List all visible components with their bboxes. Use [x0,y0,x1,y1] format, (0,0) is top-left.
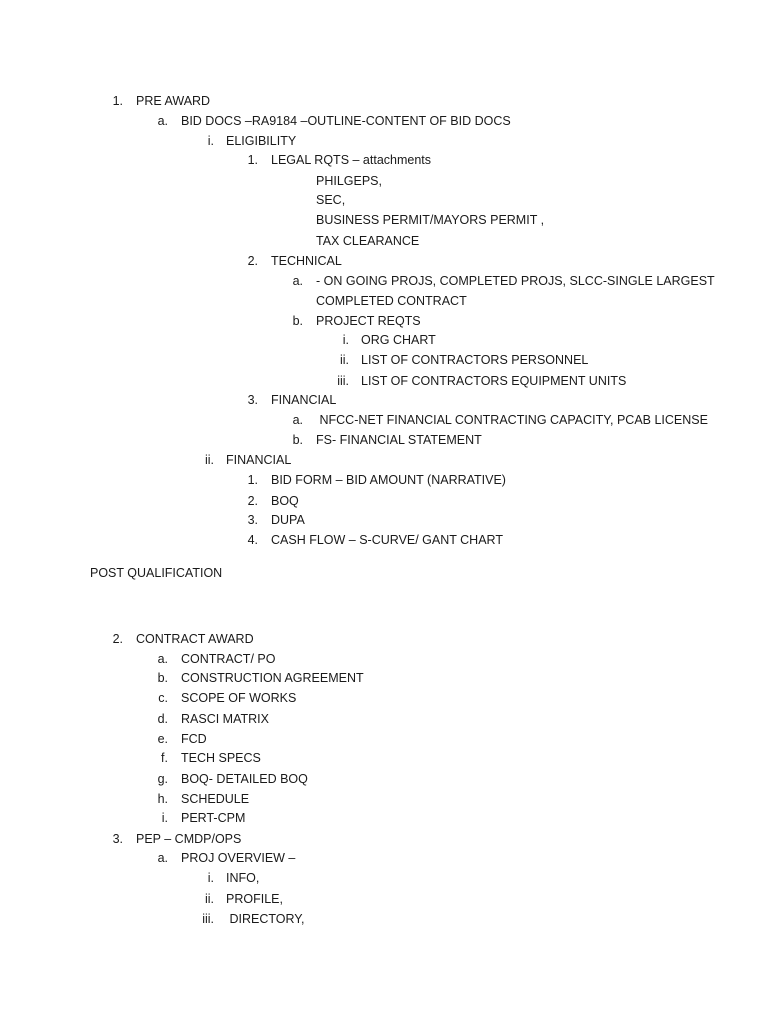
attachment-text: BUSINESS PERMIT/MAYORS PERMIT , [316,213,545,227]
item-label: SCHEDULE [181,792,250,806]
item-label: CASH FLOW – S-CURVE/ GANT CHART [271,533,503,547]
item-label: BOQ- DETAILED BOQ [181,772,308,786]
attachment-text: SEC, [316,193,346,207]
item-label: CONTRACT/ PO [181,652,276,666]
item-number: a. [292,274,303,288]
item-label: - ON GOING PROJS, COMPLETED PROJS, SLCC-SINGLE LARGEST [316,274,715,288]
item-label: PRE AWARD [136,94,211,108]
item-label: TECH SPECS [181,751,261,765]
item-number: a. [157,851,168,865]
item-number: g. [157,772,168,786]
item-number: 3. [112,832,123,846]
item-number: 2. [247,494,258,508]
item-label: FCD [181,732,207,746]
item-number: iii. [337,374,349,388]
item-label: LIST OF CONTRACTORS PERSONNEL [361,353,589,367]
item-label: DUPA [271,513,305,527]
item-label: PERT-CPM [181,811,246,825]
item-label: RASCI MATRIX [181,712,269,726]
item-number: b. [157,671,168,685]
item-label: NFCC-NET FINANCIAL CONTRACTING CAPACITY, PCAB LICENSE [316,413,708,427]
item-label: PROFILE, [226,892,283,906]
item-label: BOQ [271,494,299,508]
item-number: e. [157,732,168,746]
attachment-text: TAX CLEARANCE [316,234,420,248]
item-number: 1. [247,153,258,167]
item-label: ELIGIBILITY [226,134,297,148]
item-label: SCOPE OF WORKS [181,691,297,705]
item-label: PROJECT REQTS [316,314,421,328]
item-label: ORG CHART [361,333,436,347]
item-number: 1. [247,473,258,487]
item-number: i. [207,134,214,148]
item-number: b. [292,433,303,447]
section-heading: POST QUALIFICATION [90,566,223,580]
item-number: ii. [204,892,214,906]
item-number: iii. [202,912,214,926]
item-number: h. [157,792,168,806]
item-number: i. [207,871,214,885]
item-number: 1. [112,94,123,108]
item-label: LIST OF CONTRACTORS EQUIPMENT UNITS [361,374,627,388]
item-label: FS- FINANCIAL STATEMENT [316,433,482,447]
item-number: 3. [247,393,258,407]
item-number: d. [157,712,168,726]
item-number: c. [158,691,168,705]
item-label: CONSTRUCTION AGREEMENT [181,671,364,685]
item-number: 3. [247,513,258,527]
item-label: DIRECTORY, [226,912,305,926]
item-label: LEGAL RQTS – attachments [271,153,432,167]
item-label: FINANCIAL [271,393,337,407]
item-label: FINANCIAL [226,453,292,467]
item-number: 4. [247,533,258,547]
item-label: BID DOCS –RA9184 –OUTLINE-CONTENT OF BID DOCS [181,114,511,128]
item-number: a. [157,114,168,128]
item-number: i. [161,811,168,825]
item-number: i. [342,333,349,347]
item-label: INFO, [226,871,260,885]
item-number: f. [161,751,168,765]
item-number: 2. [247,254,258,268]
item-label: PROJ OVERVIEW – [181,851,296,865]
item-number: ii. [204,453,214,467]
item-label: TECHNICAL [271,254,342,268]
attachment-text: PHILGEPS, [316,174,382,188]
item-label: CONTRACT AWARD [136,632,254,646]
item-label: COMPLETED CONTRACT [316,294,467,308]
item-number: 2. [112,632,123,646]
item-label: PEP – CMDP/OPS [136,832,242,846]
item-label: BID FORM – BID AMOUNT (NARRATIVE) [271,473,506,487]
item-number: b. [292,314,303,328]
item-number: a. [292,413,303,427]
item-number: ii. [339,353,349,367]
item-number: a. [157,652,168,666]
